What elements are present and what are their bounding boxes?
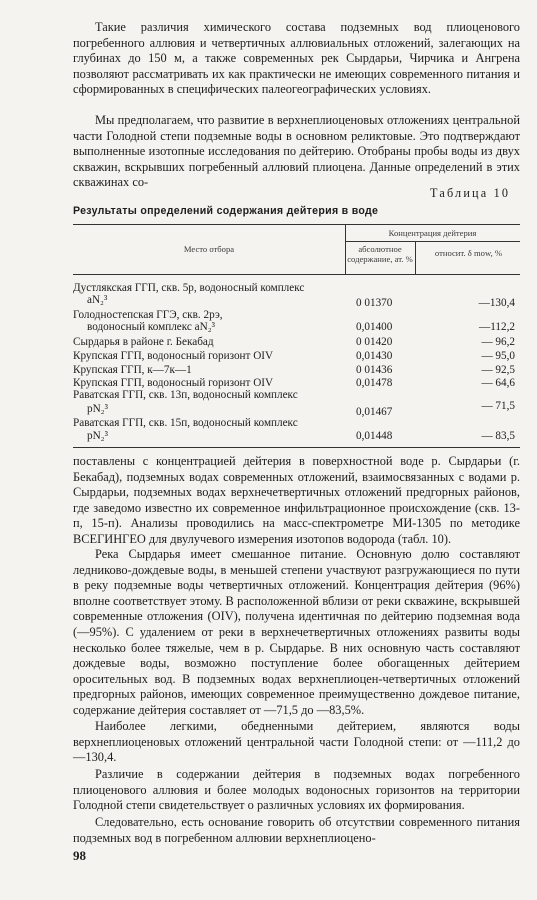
page-number: 98 — [73, 848, 86, 863]
header-relative: относит. δ mow, % — [434, 248, 503, 258]
row-rel: — 64,6 — [481, 377, 515, 389]
paragraph-7: Следовательно, есть основание говорить об отсутствии современного питания подземных вод в погребенном аллювии верхнеплиоцено- — [73, 815, 520, 845]
row-rel: — 96,2 — [481, 336, 515, 348]
row-place: Крупская ГГП, водоносный горизонт OIV — [73, 350, 274, 362]
paragraph-4: Река Сырдарья имеет смешанное питание. Основную долю составляют ледниково-дождевые воды, в меньшей степени участвуют разгружающиеся по пути в реку подземные воды четвертичных отложений. Концентрация дейтерия (96%) вполне соответствует этому. В расположенной вблизи от реки скважине, вскрывшей современные отложения (OIV), получена идентичная по дейтерию подземная вода (—95%). С удалением от реки в верхнечетвертичных отложениях развиты воды несколько более тяжелые, чем в р. Сырдарье. В них основную часть составляют дождевые воды, возможно поступление более обогащенных дейтерием оросительных вод. В подземных водах верхнеплиоцен-четвертичных отложений предгорных районов, имеющих современное преимущественно дождевое питание, содержание дейтерия составляет от —71,5 до —83,5%. — [73, 547, 520, 717]
row-abs: 0,01400 — [356, 321, 393, 333]
row-rel: —112,2 — [479, 321, 515, 333]
row-rel: — 71,5 — [481, 400, 515, 412]
table-subcol-divider — [415, 241, 416, 274]
paragraph-2: Мы предполагаем, что развитие в верхнеплиоценовых отложениях центральной части Голодной степи подземные воды в основном реликтовые. Это подтверждают выполненные изотопные исследования по дейтерию. Отобраны пробы воды из двух скважин, вскрывших погребенный аллювий плиоцена. Данные определений в этих скважинах со- — [73, 113, 520, 190]
row-abs: 0,01467 — [356, 406, 393, 418]
header-concentration: Концентрация дейтерия — [388, 228, 477, 238]
row-abs: 0 01370 — [356, 297, 393, 309]
paragraph-6: Различие в содержании дейтерия в подземных водах погребенного плиоценового аллювия и более молодых водоносных горизонтов на территории Голодной степи свидетельствует о различных условиях их формирования. — [73, 767, 520, 813]
row-rel: —130,4 — [478, 297, 515, 309]
paragraph-5: Наиболее легкими, обедненными дейтерием, являются воды верхнеплиоценовых отложений центральной части Голодной степи: от —111,2 до —130,4. — [73, 719, 520, 765]
table-header-rule — [73, 274, 520, 275]
row-place-index: водоносный комплекс aN₂³ — [87, 321, 215, 333]
row-place: Сырдарья в районе г. Бекабад — [73, 336, 214, 348]
table-bottom-rule — [73, 447, 520, 448]
row-place: Крупская ГГП, водоносный горизонт OIV — [73, 377, 274, 389]
table-title: Результаты определений содержания дейтерия в воде — [73, 205, 379, 217]
row-place: Раватская ГГП, скв. 13п, водоносный комплекс — [73, 389, 298, 401]
row-abs: 0 01420 — [356, 336, 393, 348]
row-place-index: pN₂³ — [87, 403, 108, 415]
paragraph-3: поставлены с концентрацией дейтерия в поверхностной воде р. Сырдарьи (г. Бекабад), подземных водах современных отложений, взаимосвязанных с водами р. Сырдарьи, подземных водах верхнечетвертичных отложений предгорных районов, где заведомо известно их современное инфильтрационное происхождение (скв. 13-п, 15-п). Анализы проводились на масс-спектрометре МИ-1305 по методике ВСЕГИНГЕО для двулучевого измерения изотопов водорода (табл. 10). — [73, 454, 520, 546]
row-place: Раватская ГГП, скв. 15п, водоносный комплекс — [73, 417, 298, 429]
row-abs: 0,01478 — [356, 377, 393, 389]
row-place-index: pN₂³ — [87, 430, 108, 442]
header-place: Место отбора — [183, 244, 235, 254]
row-place: Крупская ГГП, к—7к—1 — [73, 364, 192, 376]
table-top-rule — [73, 224, 520, 225]
table-number: Таблица 10 — [430, 186, 511, 200]
row-rel: — 83,5 — [481, 430, 515, 442]
row-place: Голодностепская ГГЭ, скв. 2рэ, — [73, 309, 223, 321]
row-rel: — 95,0 — [481, 350, 515, 362]
row-abs: 0,01430 — [356, 350, 393, 362]
row-rel: — 92,5 — [481, 364, 515, 376]
header-absolute: абсолютное содержание, ат. % — [347, 244, 413, 264]
row-abs: 0,01448 — [356, 430, 393, 442]
table-group-rule — [345, 241, 520, 242]
deuterium-table — [73, 224, 520, 448]
paragraph-1: Такие различия химического состава подземных вод плиоценового погребенного аллювия и четвертичных аллювиальных отложений, залегающих на глубинах до 150 м, а также современных рек Сырдарьи, Чирчика и Ангрена позволяют рассматривать их как практически не имеющих современного питания и сформированных в специфических палеогеографических условиях. — [73, 20, 520, 97]
row-place: Дустлякская ГГП, скв. 5р, водоносный комплекс — [73, 282, 305, 294]
row-place-index: aN₂³ — [87, 294, 108, 306]
row-abs: 0 01436 — [356, 364, 393, 376]
